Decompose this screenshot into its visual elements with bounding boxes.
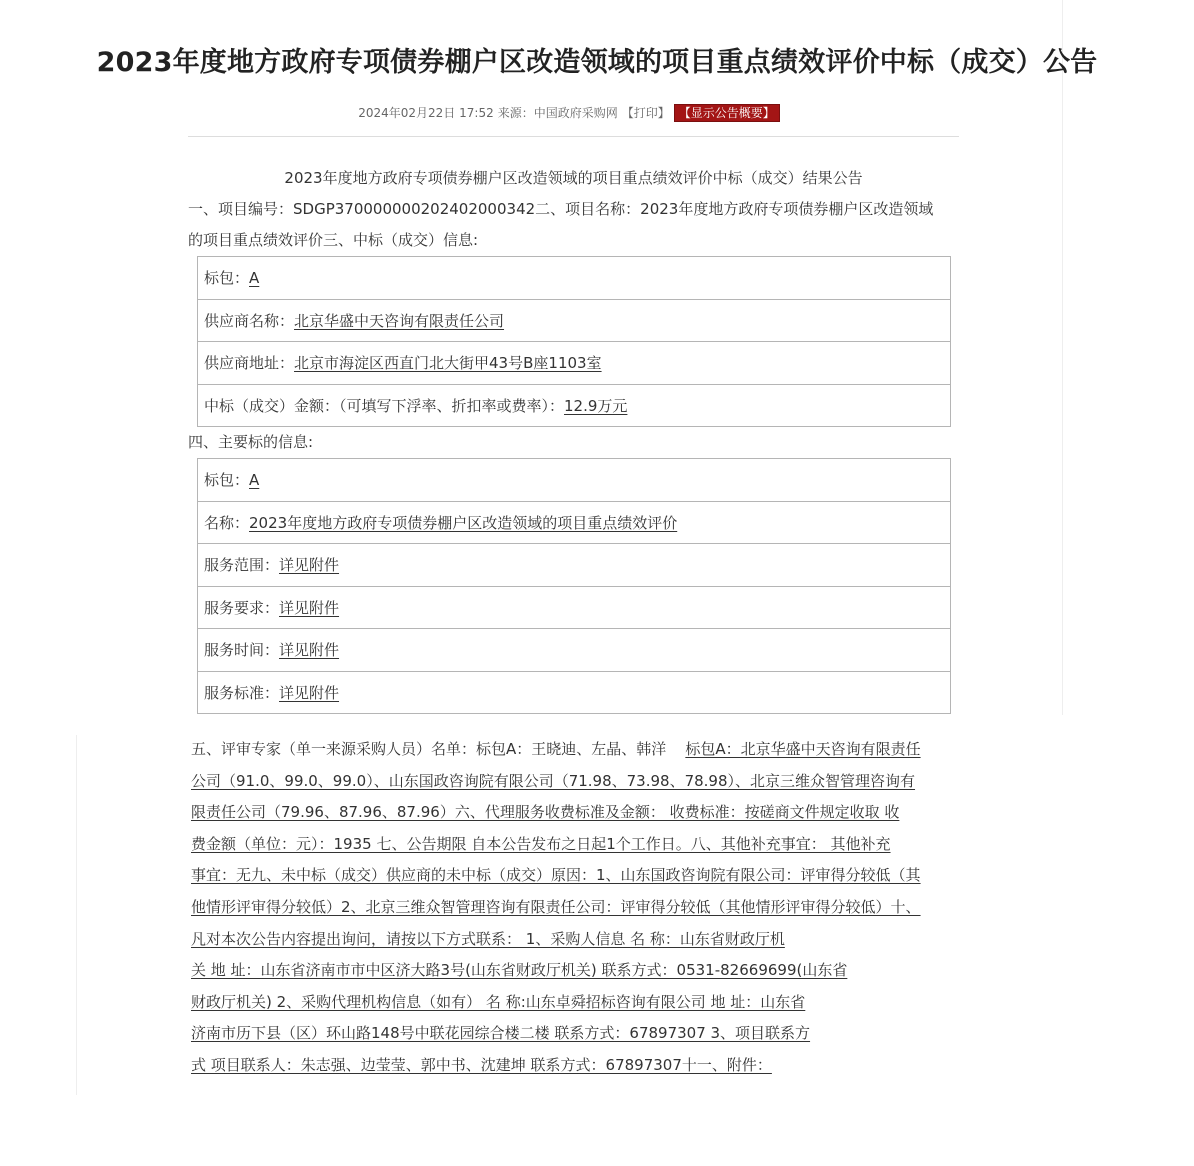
paragraph-link[interactable]: 标包A：北京华盛中天咨询有限责任 xyxy=(685,740,921,758)
row-label: 中标（成交）金额：（可填写下浮率、折扣率或费率）： xyxy=(204,396,565,415)
table-row xyxy=(198,257,951,300)
table-row xyxy=(198,501,951,544)
paragraph-line[interactable]: 凡对本次公告内容提出询问，请按以下方式联系： 1、采购人信息 名 称：山东省财政厅机 xyxy=(191,929,785,948)
table-row xyxy=(198,629,951,672)
row-label: 服务要求： xyxy=(204,598,280,617)
row-value-link[interactable]: 详见附件 xyxy=(279,556,340,575)
row-value-link[interactable]: 详见附件 xyxy=(279,598,340,617)
table-row xyxy=(198,671,951,714)
table-row xyxy=(198,342,951,385)
table-row xyxy=(198,299,951,342)
publish-datetime: 2024年02月22日 17:52 xyxy=(358,106,494,120)
table-row xyxy=(198,384,951,427)
paragraph-line[interactable]: 公司（91.0、99.0、99.0）、山东国政咨询院有限公司（71.98、73.98、78.98）、北京三维众智管理咨询有 xyxy=(191,771,916,790)
row-value-link[interactable]: 12.9万元 xyxy=(564,396,628,415)
row-value-link[interactable]: A xyxy=(249,269,260,288)
announcement-body xyxy=(188,163,959,714)
row-value-link[interactable]: A xyxy=(249,471,260,490)
announcement-heading: 2023年度地方政府专项债券棚户区改造领域的项目重点绩效评价中标（成交）结果公告 xyxy=(284,169,863,187)
table-row xyxy=(198,586,951,629)
row-value-link[interactable]: 北京市海淀区西直门北大街甲43号B座1103室 xyxy=(294,354,602,373)
paragraph-line[interactable]: 他情形评审得分较低）2、北京三维众智管理咨询有限责任公司：评审得分较低（其他情形评审得分较低）十、 xyxy=(191,897,921,916)
divider xyxy=(188,136,959,137)
row-label: 供应商名称： xyxy=(204,311,295,330)
paragraph-line[interactable]: 式 项目联系人：朱志强、边莹莹、郭中书、沈建坤 联系方式：67897307十一、附件： xyxy=(191,1055,772,1074)
paragraph-line[interactable]: 济南市历下县（区）环山路148号中联花园综合楼二楼 联系方式：67897307 3、项目联系方 xyxy=(191,1024,811,1043)
page-edge-left xyxy=(76,735,77,1095)
paragraph-line[interactable]: 限责任公司（79.96、87.96、87.96）六、代理服务收费标准及金额： 收费标准：按磋商文件规定收取 收 xyxy=(191,803,900,822)
print-link[interactable]: 【打印】 xyxy=(621,106,670,120)
table-row xyxy=(198,544,951,587)
section-4-heading: 四、主要标的信息: xyxy=(188,433,314,451)
paragraph-line[interactable]: 关 地 址：山东省济南市市中区济大路3号(山东省财政厅机关) 联系方式：0531-82669699(山东省 xyxy=(191,961,848,980)
row-label: 服务范围： xyxy=(204,556,280,575)
paragraph-line xyxy=(191,734,961,766)
project-info-line-2: 的项目重点绩效评价三、中标（成交）信息: xyxy=(188,231,479,249)
row-label: 服务标准： xyxy=(204,683,280,702)
experts-text: 五、评审专家（单一来源采购人员）名单：标包A：王晓迪、左晶、韩洋 xyxy=(191,740,667,758)
row-value-link[interactable]: 详见附件 xyxy=(279,683,340,702)
row-label: 服务时间： xyxy=(204,641,280,660)
row-value-link[interactable]: 详见附件 xyxy=(279,641,340,660)
paragraph-line[interactable]: 事宜：无九、未中标（成交）供应商的未中标（成交）原因：1、山东国政咨询院有限公司：评审得分较低（其 xyxy=(191,866,921,885)
project-info-line-1: 一、项目编号：SDGP370000000202402000342二、项目名称：2023年度地方政府专项债券棚户区改造领域 xyxy=(188,200,934,218)
row-value-link[interactable]: 北京华盛中天咨询有限责任公司 xyxy=(294,311,505,330)
award-info-table xyxy=(197,256,951,427)
paragraph-line[interactable]: 费金额（单位：元）：1935 七、公告期限 自本公告发布之日起1个工作日。八、其他补充事宜： 其他补充 xyxy=(191,834,891,853)
page-title: 2023年度地方政府专项债券棚户区改造领域的项目重点绩效评价中标（成交）公告 xyxy=(96,47,1098,78)
subject-info-table xyxy=(197,458,951,714)
row-label: 名称： xyxy=(204,513,250,532)
row-label: 标包： xyxy=(204,471,250,490)
paragraph-line[interactable]: 财政厅机关) 2、采购代理机构信息（如有） 名 称:山东卓舜招标咨询有限公司 地 址：山东省 xyxy=(191,992,806,1011)
details-paragraph xyxy=(191,734,961,1082)
row-label: 供应商地址： xyxy=(204,354,295,373)
row-value-link[interactable]: 2023年度地方政府专项债券棚户区改造领域的项目重点绩效评价 xyxy=(249,513,678,532)
row-label: 标包： xyxy=(204,269,250,288)
source-text: 来源：中国政府采购网 xyxy=(497,106,618,120)
show-summary-button[interactable]: 【显示公告概要】 xyxy=(674,104,780,122)
table-row xyxy=(198,459,951,502)
meta-bar xyxy=(0,104,1138,121)
